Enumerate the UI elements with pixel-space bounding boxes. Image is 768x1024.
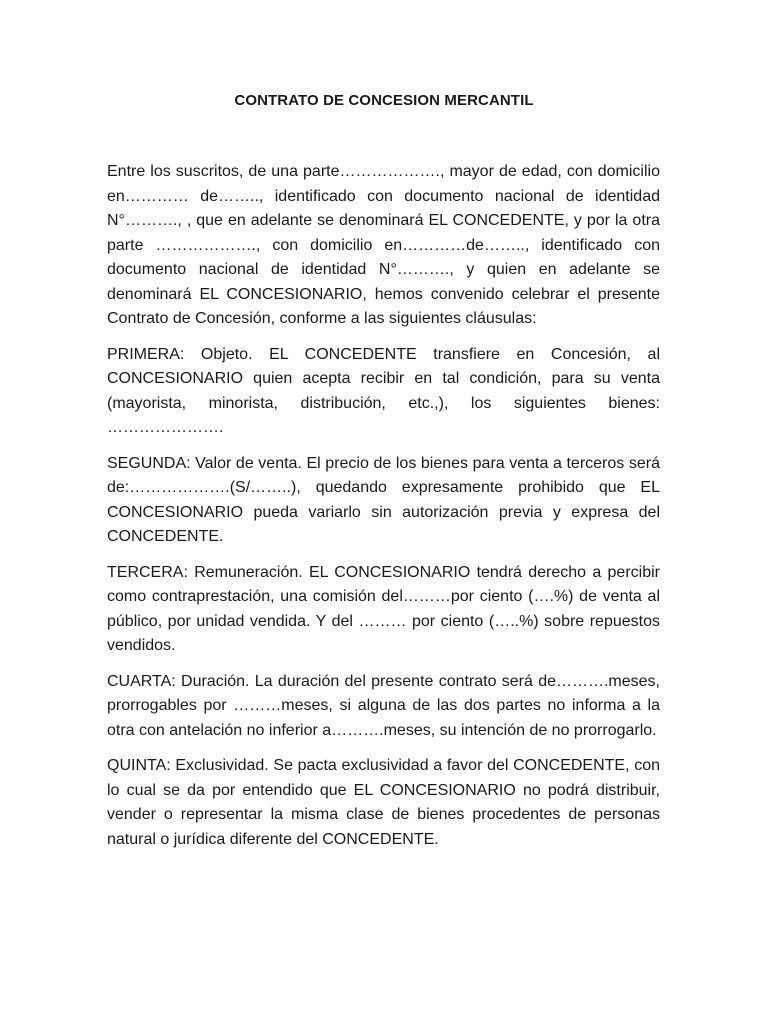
- document-body: [107, 160, 660, 863]
- document-title: CONTRATO DE CONCESION MERCANTIL: [234, 92, 534, 109]
- paragraph-preamble: Entre los suscritos, de una parte………………., mayor de edad, con domicilio en………… de…….., identificado con documento nacional de identidad N°………., , que en adelante se denominará EL CONCEDENTE, y por la otra parte ………………., con domicilio en…………de…….., identificado con documento nacional de identidad N°………., y quien en adelante se denominará EL CONCESIONARIO, hemos convenido celebrar el presente Contrato de Concesión, conforme a las siguientes cláusulas:: [107, 163, 660, 327]
- paragraph-primera: PRIMERA: Objeto. EL CONCEDENTE transfiere en Concesión, al CONCESIONARIO quien acepta recibir en tal condición, para su venta (mayorista, minorista, distribución, etc.,), los siguientes bienes: ………………….: [107, 345, 660, 436]
- paragraph-cuarta: CUARTA: Duración. La duración del presente contrato será de……….meses, prorrogables por ………meses, si alguna de las dos partes no informa a la otra con antelación no inferior a……….meses, su intención de no prorrogarlo.: [107, 672, 660, 739]
- paragraph-segunda: SEGUNDA: Valor de venta. El precio de los bienes para venta a terceros será de:……………….(S/……..), quedando expresamente prohibido que EL CONCESIONARIO pueda variarlo sin autorización previa y expresa del CONCEDENTE.: [107, 454, 660, 545]
- paragraph-quinta: QUINTA: Exclusividad. Se pacta exclusividad a favor del CONCEDENTE, con lo cual se da por entendido que EL CONCESIONARIO no podrá distribuir, vender o representar la misma clase de bienes procedentes de personas natural o jurídica diferente del CONCEDENTE.: [107, 757, 660, 848]
- paragraph-tercera: TERCERA: Remuneración. EL CONCESIONARIO tendrá derecho a percibir como contraprestación, una comisión del………por ciento (….%) de venta al público, por unidad vendida. Y del ……… por ciento (…..%) sobre repuestos vendidos.: [107, 563, 660, 654]
